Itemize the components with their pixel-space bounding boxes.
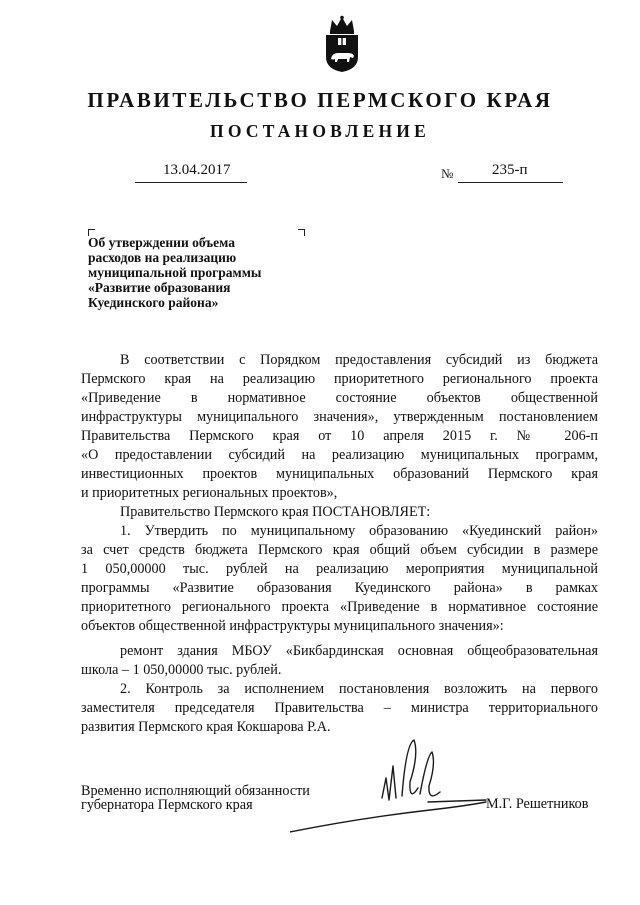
government-title: ПРАВИТЕЛЬСТВО ПЕРМСКОГО КРАЯ [87,88,553,112]
subject-line: «Развитие образования [88,280,231,295]
body-paragraph-line: «О предоставлении субсидий на реализацию муниципальных программ, [81,447,598,463]
subject-line: муниципальной программы [88,265,262,280]
document-type: ПОСТАНОВЛЕНИЕ [210,121,430,141]
handwritten-signature-icon [290,736,515,836]
body-paragraph-line: развития Пермского края Кокшарова Р.А. [81,719,331,735]
body-paragraph-line: приоритетного регионального проекта «Приведение в нормативное состояние [81,599,598,615]
body-paragraph-line: Правительство Пермского края ПОСТАНОВЛЯЕТ: [120,504,431,520]
document-date: 13.04.2017 [163,162,231,178]
document-number: 235-п [492,162,528,178]
body-paragraph-line: Правительства Пермского края от 10 апреля 2015 г. № 206-п [81,428,598,444]
body-paragraph-line: заместителя председателя Правительства – министра территориального [81,700,598,716]
body-paragraph-line: 1. Утвердить по муниципальному образованию «Куединский район» [120,523,598,539]
subject-corner-mark-right [298,229,305,236]
subject-line: Куединского района» [88,295,219,310]
body-paragraph-line: «Приведение в нормативное состояние объектов общественной [81,390,598,406]
body-paragraph-line: за счет средств бюджета Пермского края общий объем субсидии в размере [81,542,598,558]
body-paragraph-line: 1 050,00000 тыс. рублей на реализацию мероприятия муниципальной [81,561,598,577]
body-paragraph-line: В соответствии с Порядком предоставления субсидий из бюджета [120,352,598,368]
body-paragraph-line: ремонт здания МБОУ «Бикбардинская основная общеобразовательная [120,643,598,659]
subject-line: расходов на реализацию [88,250,237,265]
subject-line: Об утверждении объема [88,235,235,250]
body-paragraph-line: Пермского края на реализацию приоритетного регионального проекта [81,371,598,387]
signer-name: М.Г. Решетников [486,796,589,812]
body-paragraph-line: инвестиционных проектов муниципальных образований Пермского края [81,466,598,482]
number-label: № [441,166,454,181]
body-paragraph-line: школа – 1 050,00000 тыс. рублей. [81,662,282,678]
signer-position: губернатора Пермского края [81,797,253,813]
body-paragraph-line: 2. Контроль за исполнением постановления возложить на первого [120,681,598,697]
number-field [458,162,563,183]
body-paragraph-line: инфраструктуры муниципального значения», утвержденным постановлением [81,409,598,425]
body-paragraph-line: объектов общественной инфраструктуры муниципального значения»: [81,618,504,634]
body-paragraph-line: и приоритетных региональных проектов», [81,485,338,501]
date-field [135,162,247,183]
perm-krai-coat-of-arms-icon [322,15,362,73]
body-paragraph-line: программы «Развитие образования Куединского района» в рамках [81,580,598,596]
signer-position: Временно исполняющий обязанности [81,783,310,799]
